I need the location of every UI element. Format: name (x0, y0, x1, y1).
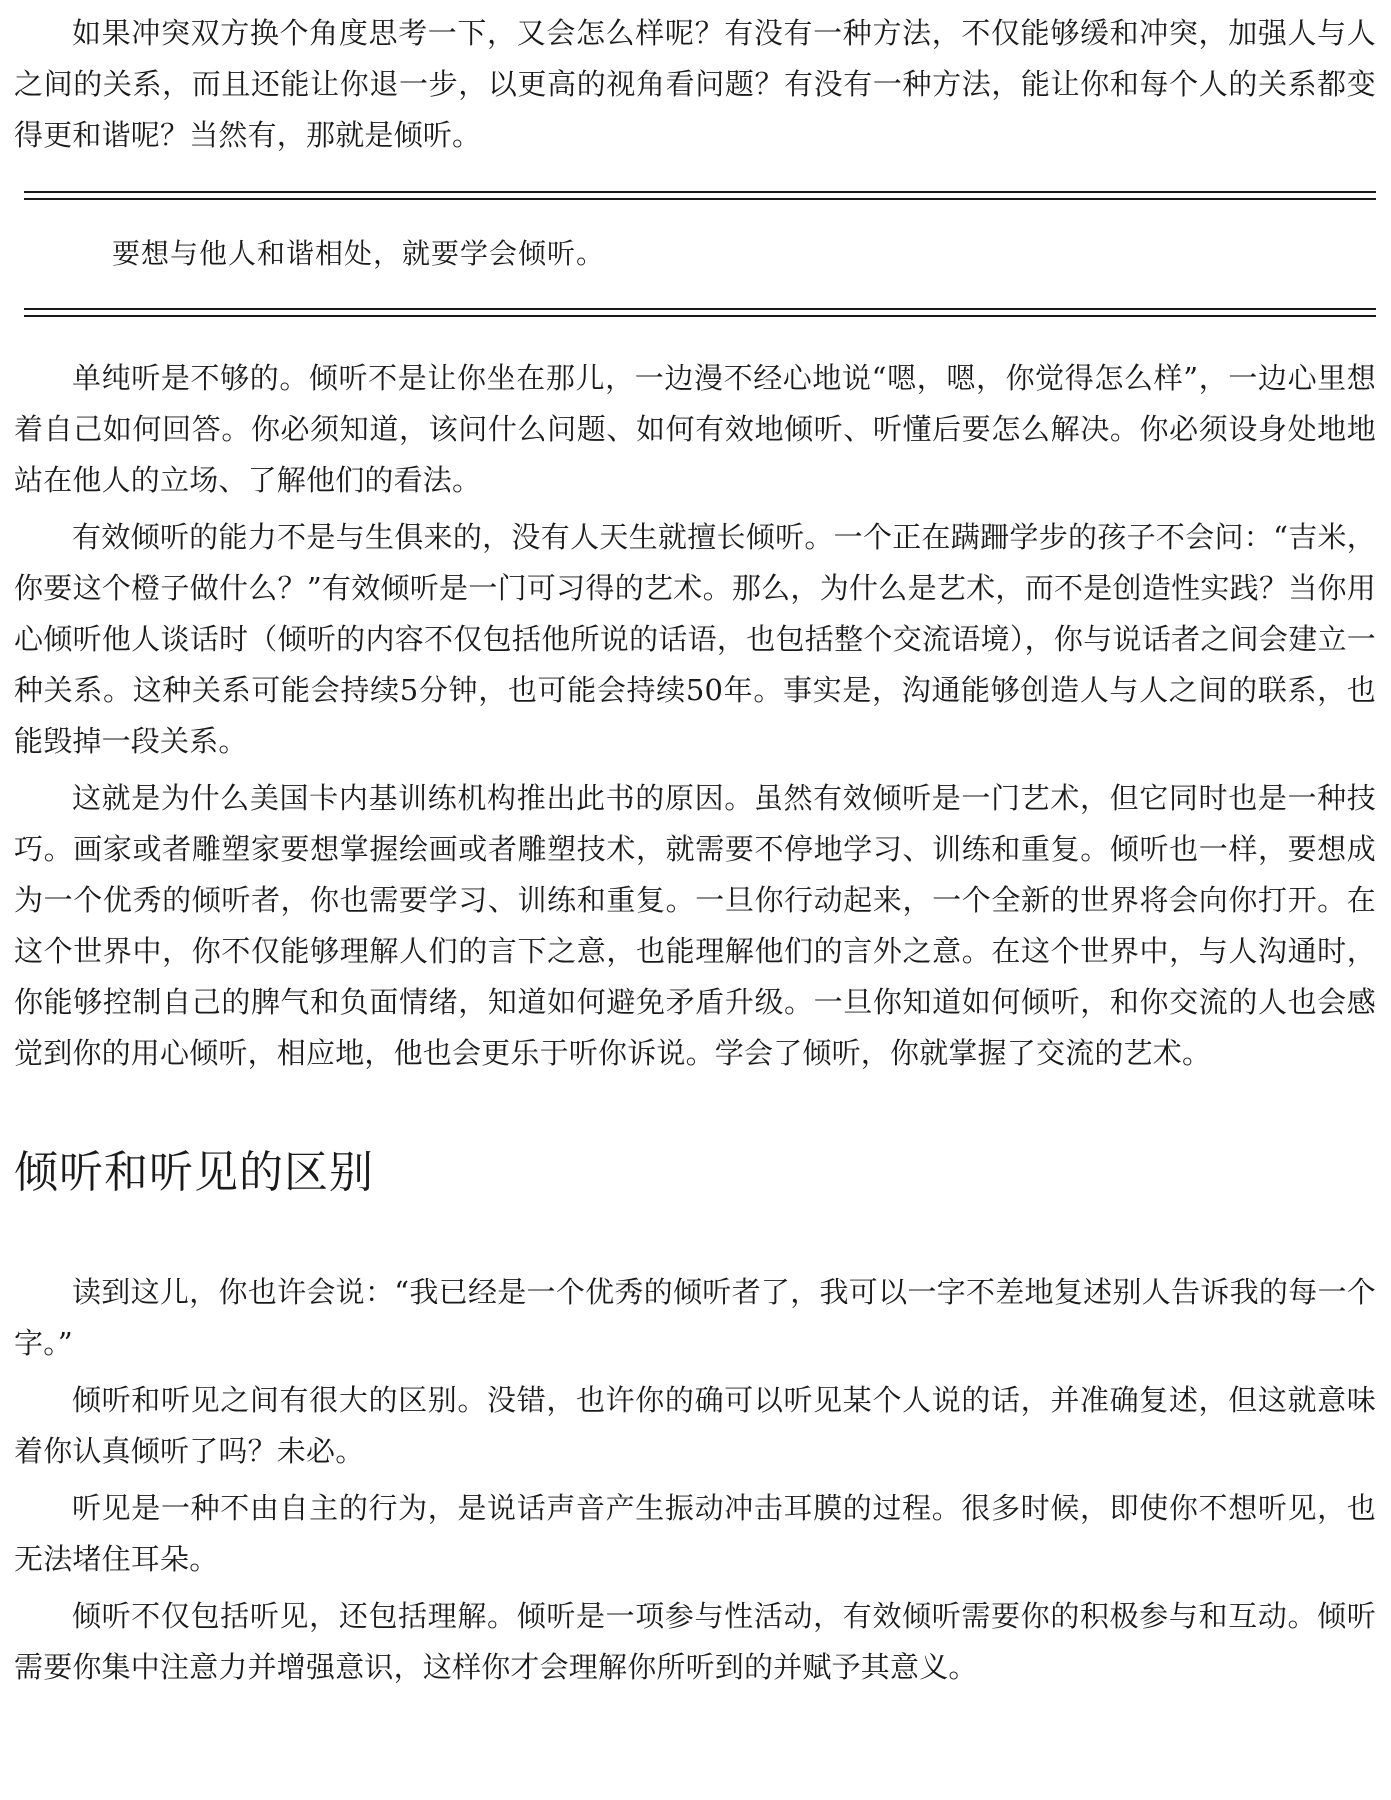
document-page (14, 8, 1376, 1699)
body-paragraph: 单纯听是不够的。倾听不是让你坐在那儿，一边漫不经心地说“嗯，嗯，你觉得怎么样”，一边心里想着自己如何回答。你必须知道，该问什么问题、如何有效地倾听、听懂后要怎么解决。你必须设身处地地站在他人的立场、了解他们的看法。 (14, 361, 1376, 497)
body-paragraph: 读到这儿，你也许会说：“我已经是一个优秀的倾听者了，我可以一字不差地复述别人告诉我的每一个字。” (14, 1275, 1376, 1360)
callout-top-rule (24, 191, 1376, 200)
section-heading: 倾听和听见的区别 (14, 1147, 374, 1198)
callout-box (24, 191, 1376, 317)
callout-text: 要想与他人和谐相处，就要学会倾听。 (112, 237, 606, 270)
body-paragraph: 倾听和听见之间有很大的区别。没错，也许你的确可以听见某个人说的话，并准确复述，但这就意味着你认真倾听了吗？未必。 (14, 1383, 1376, 1468)
body-paragraph: 听见是一种不由自主的行为，是说话声音产生振动冲击耳膜的过程。很多时候，即使你不想听见，也无法堵住耳朵。 (14, 1491, 1376, 1576)
body-paragraph: 如果冲突双方换个角度思考一下，又会怎么样呢？有没有一种方法，不仅能够缓和冲突，加强人与人之间的关系，而且还能让你退一步，以更高的视角看问题？有没有一种方法，能让你和每个人的关系都变得更和谐呢？当然有，那就是倾听。 (14, 16, 1376, 152)
callout-bottom-rule (24, 308, 1376, 317)
body-paragraph: 有效倾听的能力不是与生俱来的，没有人天生就擅长倾听。一个正在蹒跚学步的孩子不会问：“吉米，你要这个橙子做什么？”有效倾听是一门可习得的艺术。那么，为什么是艺术，而不是创造性实践？当你用心倾听他人谈话时（倾听的内容不仅包括他所说的话语，也包括整个交流语境），你与说话者之间会建立一种关系。这种关系可能会持续5分钟，也可能会持续50年。事实是，沟通能够创造人与人之间的联系，也能毁掉一段关系。 (14, 520, 1376, 758)
body-paragraph: 这就是为什么美国卡内基训练机构推出此书的原因。虽然有效倾听是一门艺术，但它同时也是一种技巧。画家或者雕塑家要想掌握绘画或者雕塑技术，就需要不停地学习、训练和重复。倾听也一样，要想成为一个优秀的倾听者，你也需要学习、训练和重复。一旦你行动起来，一个全新的世界将会向你打开。在这个世界中，你不仅能够理解人们的言下之意，也能理解他们的言外之意。在这个世界中，与人沟通时，你能够控制自己的脾气和负面情绪，知道如何避免矛盾升级。一旦你知道如何倾听，和你交流的人也会感觉到你的用心倾听，相应地，他也会更乐于听你诉说。学会了倾听，你就掌握了交流的艺术。 (14, 781, 1376, 1070)
body-paragraph: 倾听不仅包括听见，还包括理解。倾听是一项参与性活动，有效倾听需要你的积极参与和互动。倾听需要你集中注意力并增强意识，这样你才会理解你所听到的并赋予其意义。 (14, 1599, 1376, 1684)
